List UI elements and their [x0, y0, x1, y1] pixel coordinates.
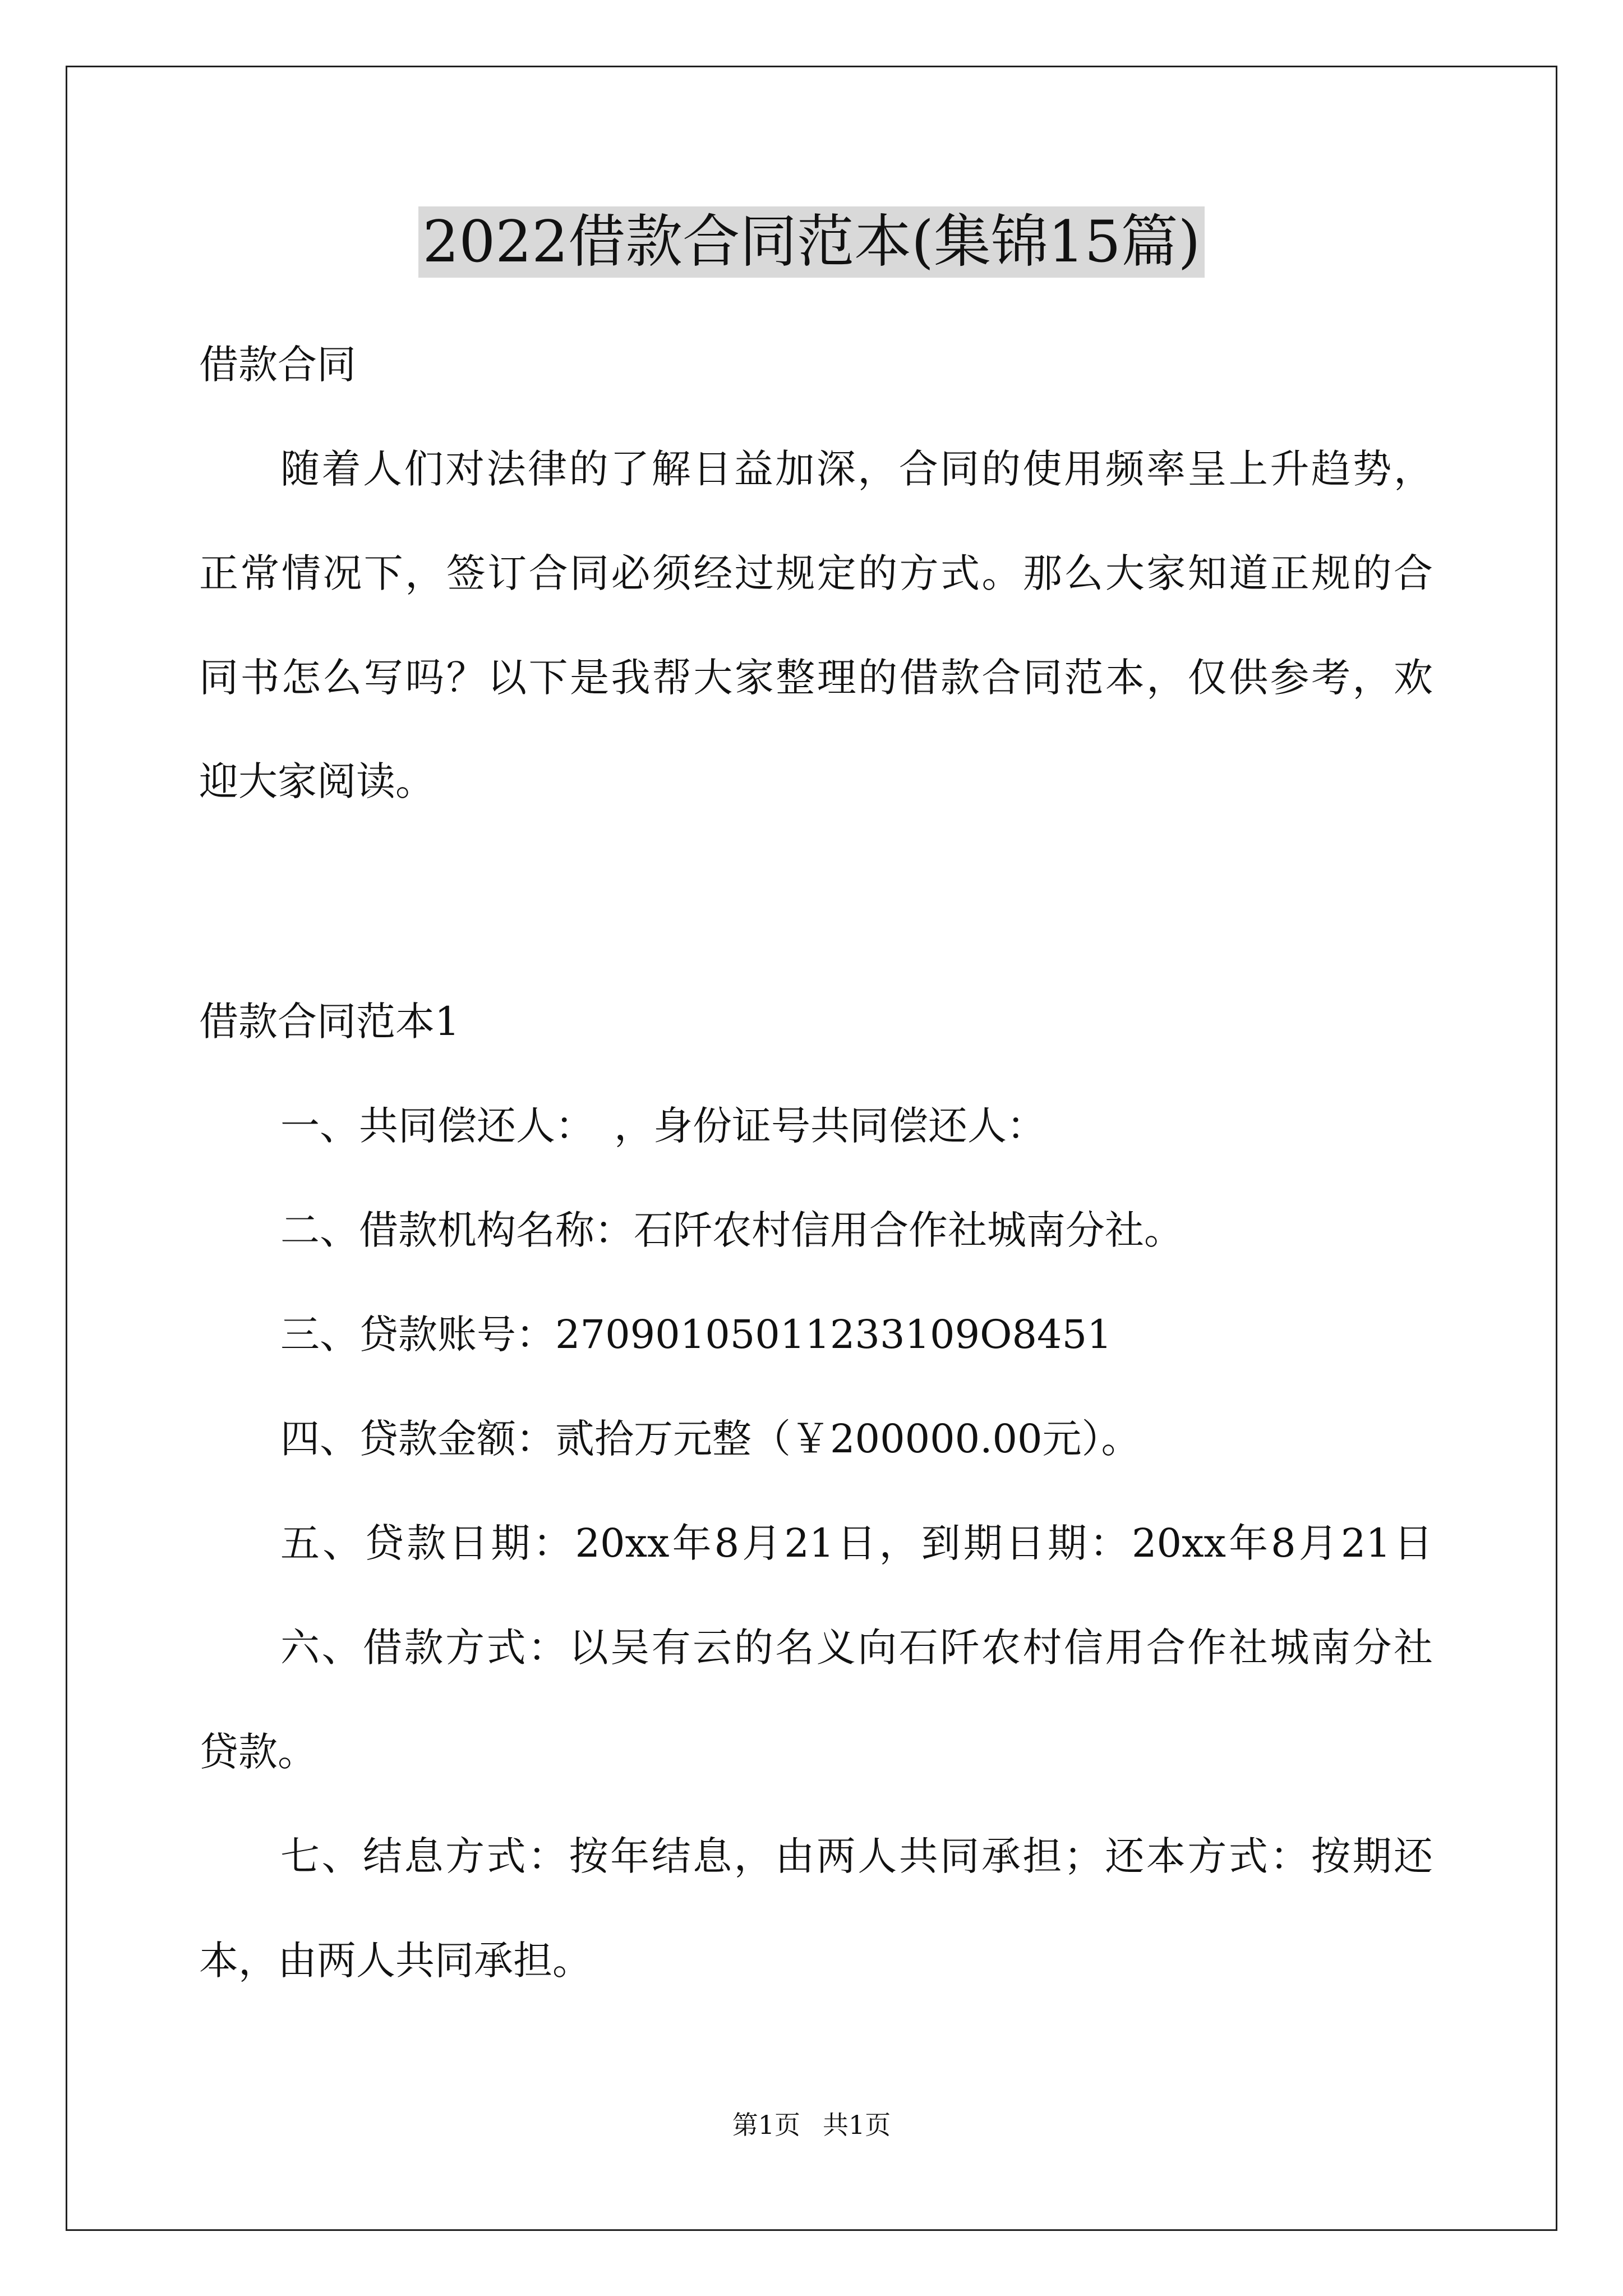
intro-paragraph-line-1	[280, 441, 1433, 497]
clause-6-loan-method-line-1	[280, 1619, 1433, 1676]
intro-line-2-text: 正常情况下，签订合同必须经过规定的方式。那么大家知道正规的合	[199, 550, 1433, 596]
intro-line-3-text: 同书怎么写吗？以下是我帮大家整理的借款合同范本，仅供参考，欢	[199, 655, 1433, 701]
section-heading-template-1: 借款合同范本1	[199, 999, 460, 1045]
clause-5-loan-dates	[280, 1515, 1433, 1571]
clause-2-lender-name: 二、借款机构名称：石阡农村信用合作社城南分社。	[280, 1207, 1183, 1253]
clause-1-co-repayer: 一、共同偿还人： ，身份证号共同偿还人：	[280, 1103, 1046, 1149]
intro-paragraph-line-4: 迎大家阅读。	[199, 758, 435, 804]
clause-7-text: 七、结息方式：按年结息，由两人共同承担；还本方式：按期还	[280, 1833, 1433, 1879]
clause-5-text: 五、贷款日期：20xx年8月21日，到期日期：20xx年8月21日	[280, 1520, 1433, 1566]
page-footer	[0, 2108, 1623, 2142]
clause-3-loan-account: 三、贷款账号：27090105011233109O8451	[280, 1312, 1112, 1358]
page-number: 第1页	[732, 2110, 800, 2140]
intro-paragraph-line-3	[199, 650, 1433, 706]
document-title-text: 2022借款合同范本(集锦15篇)	[418, 206, 1205, 278]
clause-4-loan-amount: 四、贷款金额：贰拾万元整（￥200000.00元）。	[280, 1416, 1141, 1462]
section-heading-loan-contract: 借款合同	[199, 342, 356, 388]
intro-line-1-text: 随着人们对法律的了解日益加深，合同的使用频率呈上升趋势，	[280, 446, 1433, 492]
clause-6-loan-method-line-2: 贷款。	[199, 1729, 317, 1775]
intro-paragraph-line-2	[199, 545, 1433, 601]
clause-6-text: 六、借款方式：以吴有云的名义向石阡农村信用合作社城南分社	[280, 1625, 1433, 1671]
document-title	[0, 203, 1623, 282]
clause-7-interest-line-2: 本，由两人共同承担。	[199, 1938, 592, 1984]
page-total: 共1页	[823, 2110, 891, 2140]
clause-7-interest-line-1	[280, 1828, 1433, 1884]
